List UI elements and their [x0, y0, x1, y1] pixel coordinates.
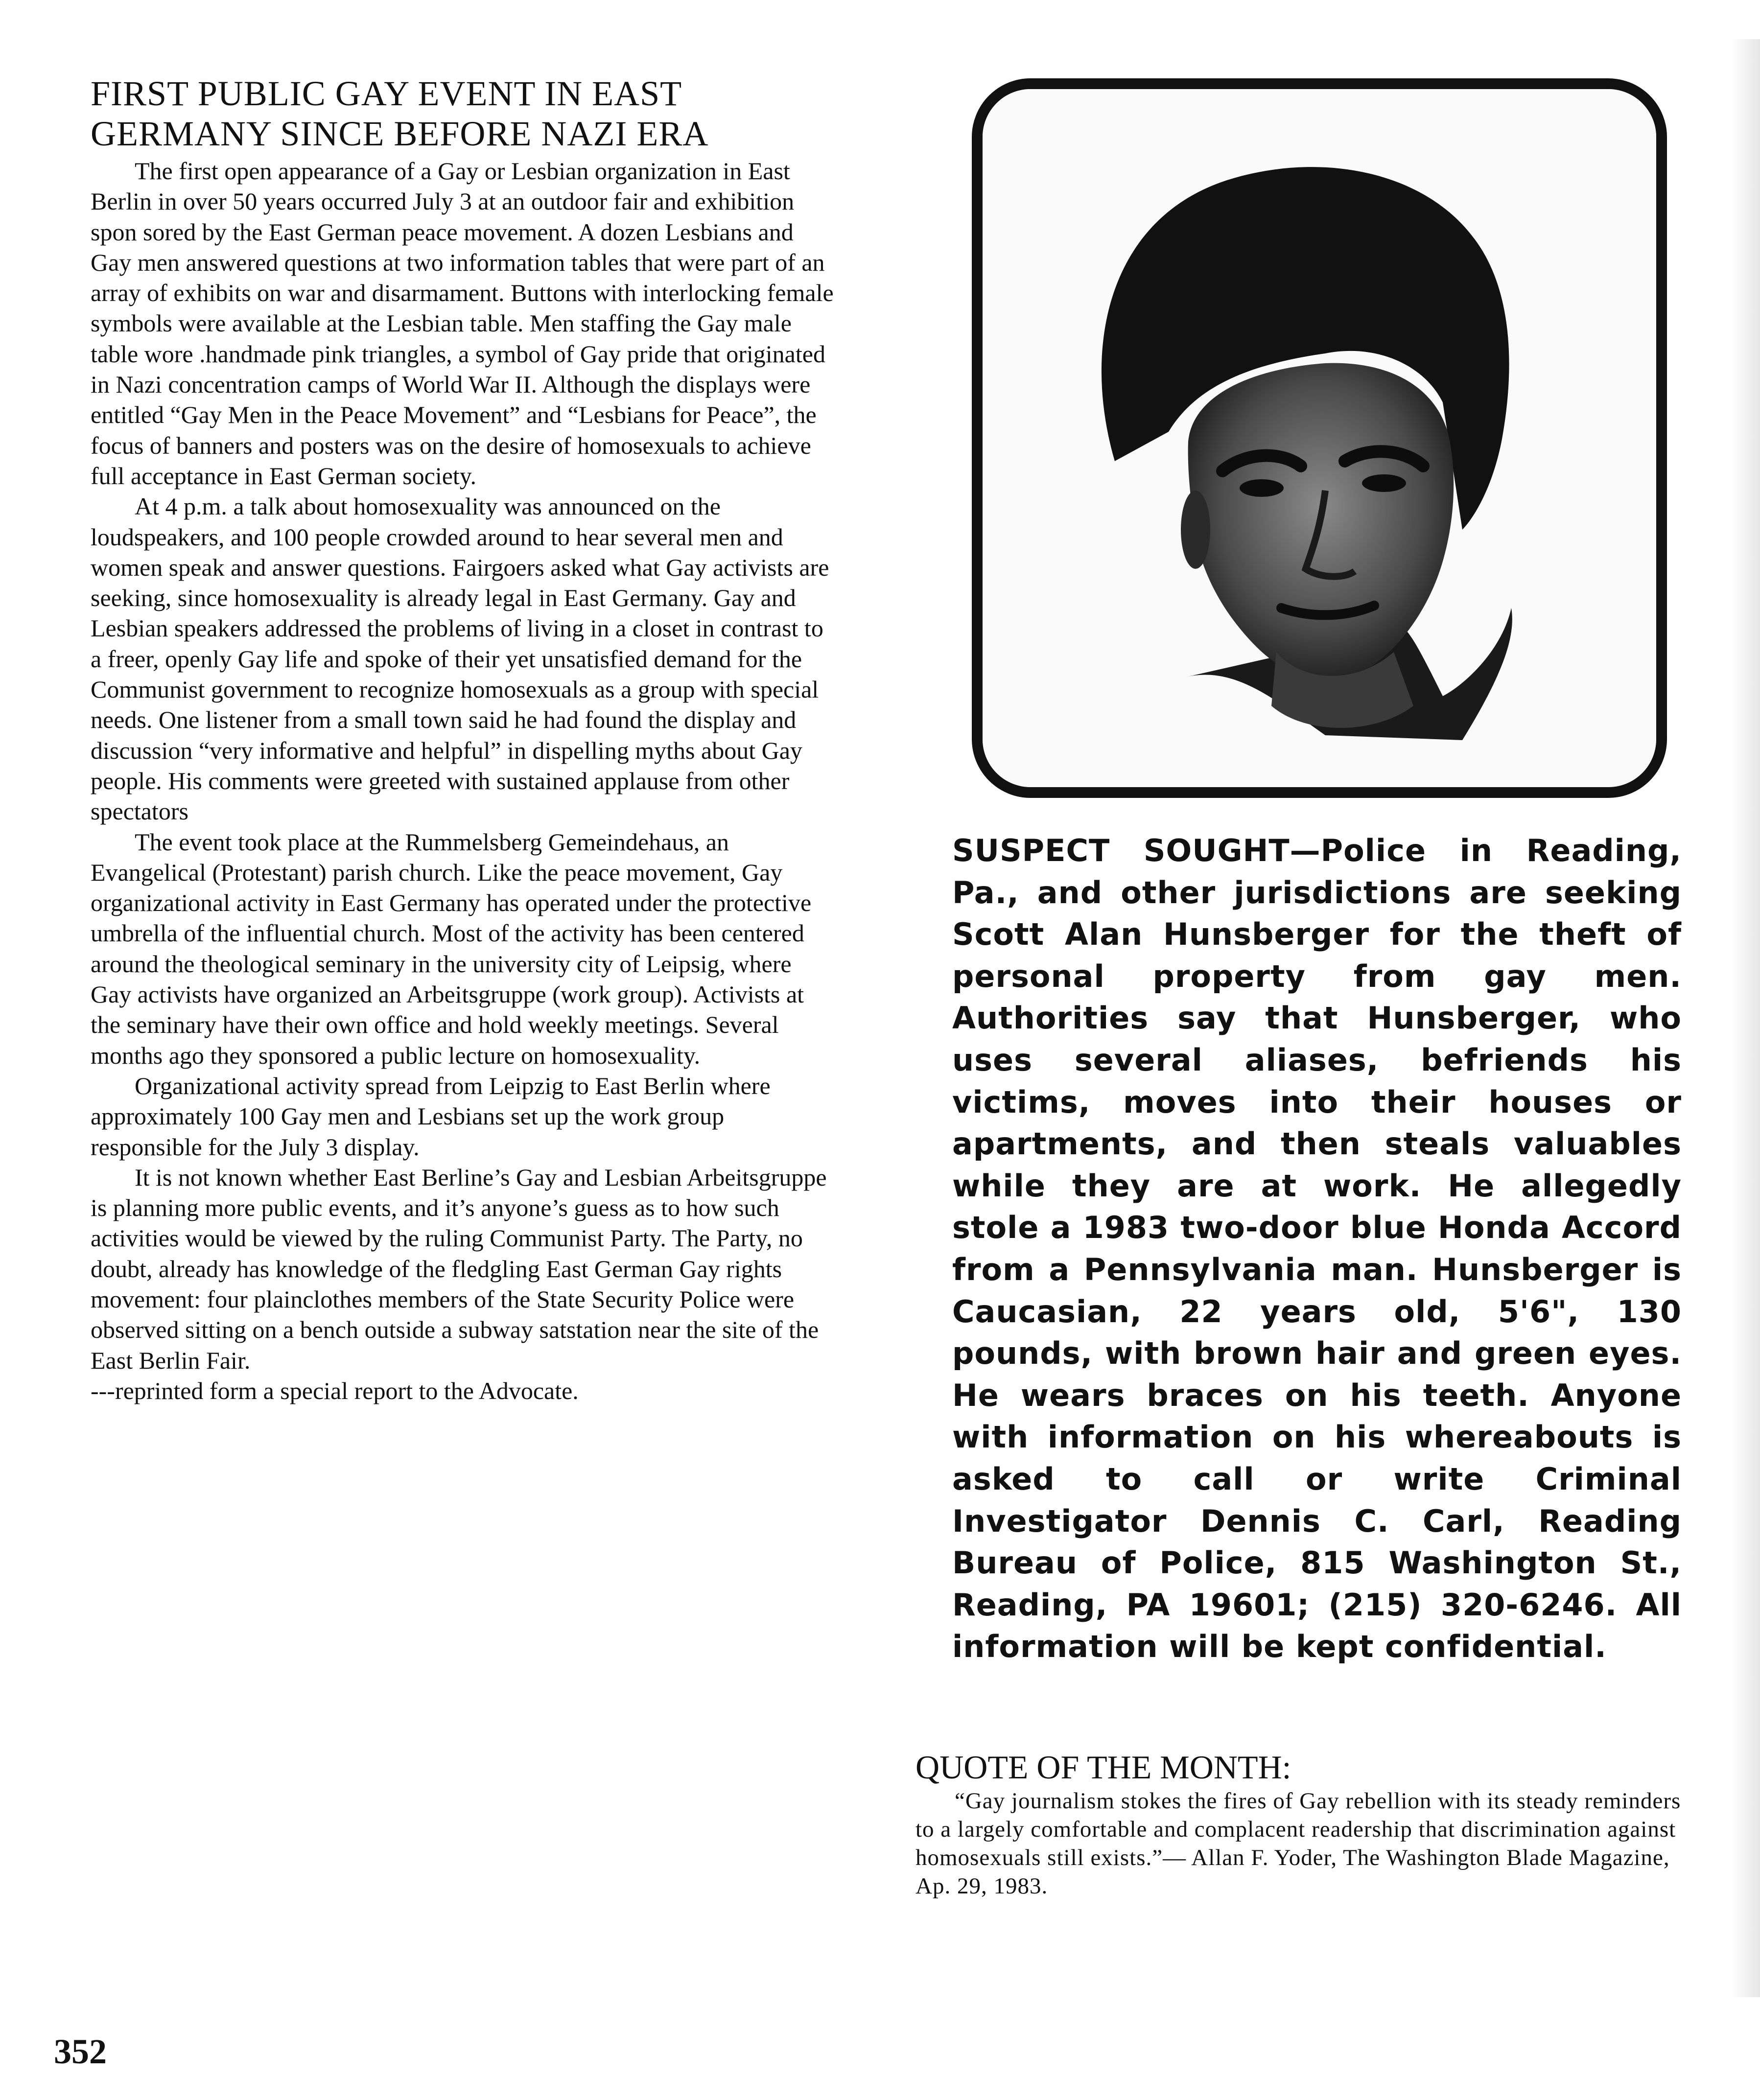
article-credit: ---reprinted form a special report to the Advocate. [91, 1377, 579, 1404]
article-body [91, 156, 835, 1406]
article-paragraph-2: At 4 p.m. a talk about homosexuality was announced on the loudspeakers, and 100 people crowded around to hear several men and women speak and answer questions. Fairgoers asked what Gay activists are seeking, since homosexuality is already legal in East Germany. Gay and Lesbian speakers addressed the problems of living in a closet in contrast to a freer, openly Gay life and spoke of their yet unsatisfied demand for the Communist government to recognize homosexuals as a group with special needs. One listener from a small town said he had found the display and discussion “very informative and helpful” in dispelling myths about Gay people. His comments were greeted with sustained applause from other spectators [91, 492, 829, 825]
quote-text: “Gay journalism stokes the fires of Gay rebellion with its steady reminders to a largely comfortable and complacent readership that discrimination against homosexuals still exists.”— Allan F. Yoder, The Washington Blade Magazine, Ap. 29, 1983. [915, 1788, 1681, 1899]
headline-line-2: GERMANY SINCE BEFORE NAZI ERA [91, 114, 709, 153]
article-column [91, 73, 835, 1406]
article-paragraph-5: It is not known whether East Berline’s Gay and Lesbian Arbeitsgruppe is planning more public events, and it’s anyone’s guess as to how such activities would be viewed by the ruling Communist Party. The Party, no doubt, already has knowledge of the fledgling East German Gay rights movement: four plainclothes members of the State Security Police were observed sitting on a bench outside a subway satstation near the site of the East Berlin Fair. [91, 1163, 827, 1374]
quote-of-month [915, 1748, 1699, 1900]
suspect-portrait-image [983, 89, 1656, 787]
suspect-photo [972, 78, 1667, 798]
headline-line-1: FIRST PUBLIC GAY EVENT IN EAST [91, 74, 682, 113]
page-edge-shadow [1731, 39, 1760, 1997]
quote-heading: QUOTE OF THE MONTH: [915, 1749, 1291, 1786]
article-paragraph-1: The first open appearance of a Gay or Lesbian organization in East Berlin in over 50 years occurred July 3 at an outdoor fair and exhibition spon sored by the East German peace movement. A dozen Lesbians and Gay men answered questions at two information tables that were part of an array of exhibits on war and disarmament. Buttons with interlocking female symbols were available at the Lesbian table. Men staffing the Gay male table wore .handmade pink triangles, a symbol of Gay pride that originated in Nazi concentration camps of World War II. Although the displays were entitled “Gay Men in the Peace Movement” and “Lesbians for Peace”, the focus of banners and posters was on the desire of homosexuals to achieve full acceptance in East German society. [91, 157, 834, 490]
article-headline [91, 73, 835, 154]
article-paragraph-3: The event took place at the Rummelsberg Gemeindehaus, an Evangelical (Protestant) parish church. Like the peace movement, Gay organizational activity in East Germany has operated under the protective umbrella of the influential church. Most of the activity has been centered around the theological seminary in the university city of Leipsig, where Gay activists have organized an Arbeitsgruppe (work group). Activists at the seminary have their own office and hold weekly meetings. Several months ago they sponsored a public lecture on homosexuality. [91, 828, 812, 1069]
suspect-caption: SUSPECT SOUGHT—Police in Reading, Pa., and other jurisdictions are seeking Scott Alan Hunsberger for the theft of personal property from gay men. Authorities say that Hunsberger, who uses several aliases, befriends his victims, moves into their houses or apartments, and then steals valuables while they are at work. He allegedly stole a 1983 two-door blue Honda Accord from a Pennsylvania man. Hunsberger is Caucasian, 22 years old, 5'6", 130 pounds, with brown hair and green eyes. He wears braces on his teeth. Anyone with information on his whereabouts is asked to call or write Criminal Investigator Dennis C. Carl, Reading Bureau of Police, 815 Washington St., Reading, PA 19601; (215) 320-6246. All information will be kept confidential. [952, 833, 1682, 1665]
page-number: 352 [54, 2032, 107, 2071]
article-paragraph-4: Organizational activity spread from Leipzig to East Berlin where approximately 100 Gay men and Lesbians set up the work group responsible for the July 3 display. [91, 1072, 771, 1161]
